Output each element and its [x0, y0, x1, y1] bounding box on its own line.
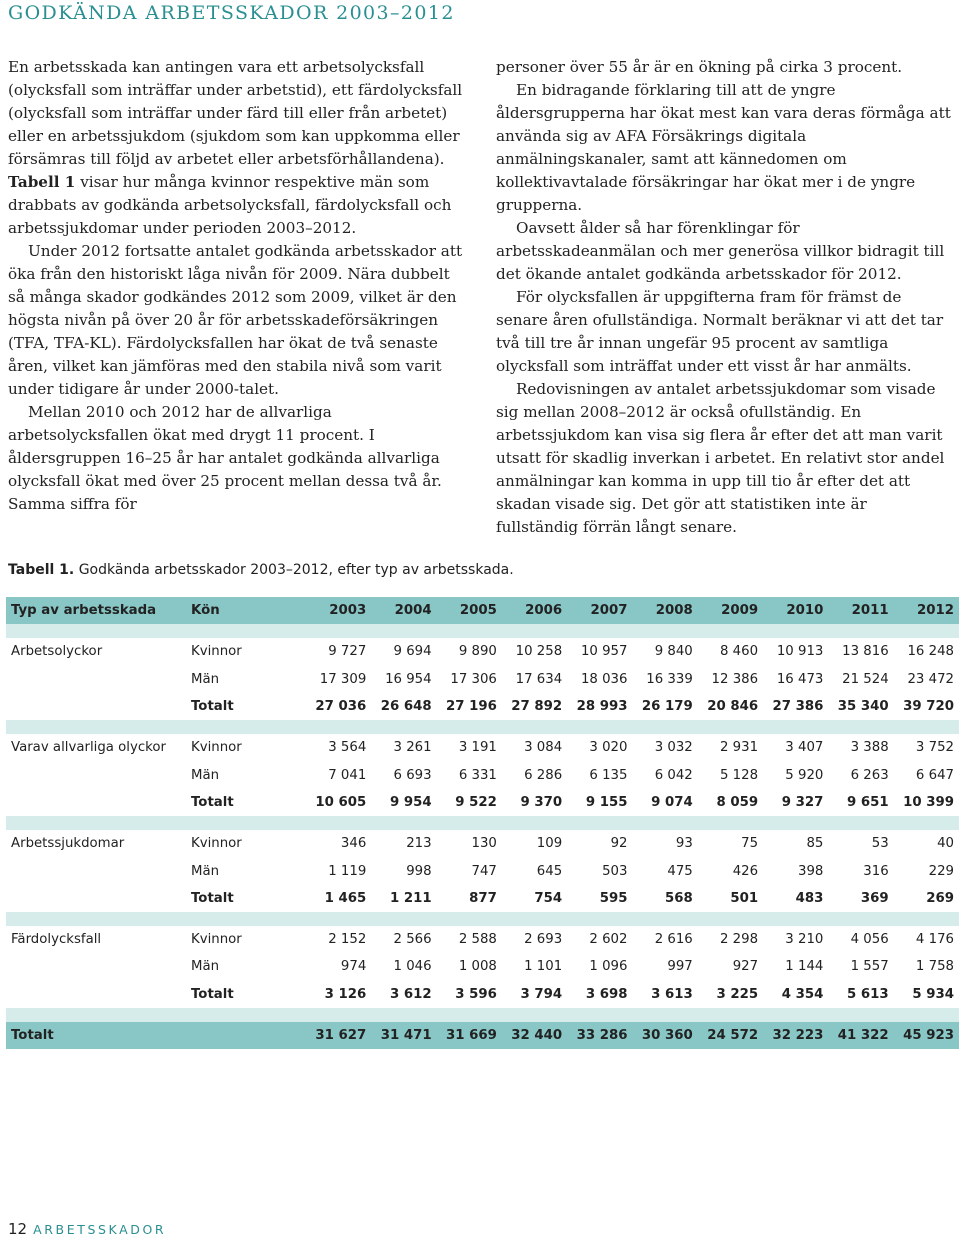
cell-kon: Totalt	[191, 986, 234, 1002]
cell-value: 3 225	[716, 986, 759, 1002]
body-column-left	[8, 56, 466, 516]
cell-value: 398	[797, 863, 824, 879]
cell-value: 3 191	[458, 740, 497, 756]
separator-band	[6, 1008, 959, 1022]
cell-value: 2 298	[720, 932, 759, 948]
cell-value: 3 596	[455, 986, 497, 1002]
cell-value: 316	[863, 863, 889, 879]
cell-value: 8 460	[720, 644, 759, 660]
cell-value: 16 248	[907, 644, 954, 660]
cell-value: 3 612	[389, 986, 432, 1002]
cell-value: 3 084	[524, 740, 563, 756]
grand-total-value: 45 923	[894, 1022, 959, 1049]
paragraph: Redovisningen av antalet arbetssjukdomar som visade sig mellan 2008–2012 är också ofullständig. En arbetssjukdom kan visa sig flera år efter det att man varit utsatt för skadlig inverkan i arbetet. En relativt stor andel anmälningar kan komma in upp till tio år efter det att skadan visade sig. Det gör att statistiken inte är fullständig förrän långt senare.	[496, 380, 945, 536]
table-row	[6, 926, 959, 953]
cell-value: 3 261	[393, 740, 432, 756]
cell-value: 595	[599, 890, 628, 906]
separator-cell	[6, 1008, 959, 1022]
cell-kon: Totalt	[191, 794, 234, 810]
cell-type: Arbetsolyckor	[11, 644, 103, 660]
cell-value: 3 388	[850, 740, 889, 756]
cell-type	[6, 953, 186, 980]
cell-value: 6 286	[524, 767, 563, 783]
cell-value: 27 892	[511, 699, 563, 715]
cell-value: 9 370	[520, 794, 563, 810]
cell-type	[6, 761, 186, 788]
table-row	[6, 830, 959, 857]
grand-total-value: 41 322	[828, 1022, 893, 1049]
column-header: 2010	[763, 597, 828, 624]
cell-value: 20 846	[707, 699, 759, 715]
cell-kon: Män	[191, 767, 220, 783]
cell-value: 927	[732, 959, 759, 975]
paragraph: För olycksfallen är uppgifterna fram för främst de senare åren ofullständiga. Normalt beräknar vi att det tar två till tre år innan ungefär 95 procent av samtliga olycksfall som inträffat under ett visst år har anmälts.	[496, 288, 944, 375]
cell-value: 10 258	[515, 644, 563, 660]
cell-value: 997	[667, 959, 693, 975]
cell-value: 1 211	[389, 890, 432, 906]
cell-value: 6 693	[393, 767, 432, 783]
cell-value: 346	[340, 836, 367, 852]
cell-value: 1 096	[589, 959, 628, 975]
paragraph: Under 2012 fortsatte antalet godkända arbetsskador att öka från den historiskt låga nivån för 2009. Nära dubbelt så många skador godkändes 2012 som 2009, vilket är den högsta nivån på över 20 år för arbetsskadeförsäkringen (TFA, TFA-KL). Färdolycksfallen har ökat de två senaste åren, vilket kan jämföras med den stabila nivå som varit under tidigare år under 2000-talet.	[8, 242, 463, 398]
cell-value: 2 602	[589, 932, 628, 948]
cell-type	[6, 885, 186, 912]
cell-value: 10 957	[580, 644, 628, 660]
cell-value: 93	[675, 836, 693, 852]
cell-value: 229	[928, 863, 954, 879]
column-header: 2004	[371, 597, 436, 624]
grand-total-value: 32 223	[763, 1022, 828, 1049]
cell-value: 369	[860, 890, 889, 906]
table-row-total	[6, 789, 959, 816]
cell-value: 6 042	[654, 767, 693, 783]
cell-value: 754	[534, 890, 563, 906]
cell-value: 9 522	[455, 794, 497, 810]
cell-value: 9 327	[781, 794, 824, 810]
cell-value: 2 693	[524, 932, 563, 948]
column-header: 2012	[894, 597, 959, 624]
cell-value: 27 036	[315, 699, 367, 715]
cell-value: 3 032	[654, 740, 693, 756]
cell-value: 17 309	[319, 671, 367, 687]
cell-value: 10 399	[903, 794, 954, 810]
table-row-total	[6, 885, 959, 912]
grand-total-value: 33 286	[567, 1022, 632, 1049]
cell-value: 1 758	[915, 959, 954, 975]
cell-value: 3 794	[520, 986, 563, 1002]
grand-total-value: 31 471	[371, 1022, 436, 1049]
separator-band	[6, 624, 959, 638]
cell-value: 92	[610, 836, 628, 852]
cell-value: 27 196	[446, 699, 497, 715]
body-column-right	[496, 56, 952, 539]
column-header: 2011	[828, 597, 893, 624]
cell-value: 9 840	[654, 644, 693, 660]
paragraph: personer över 55 år är en ökning på cirka 3 procent.	[496, 58, 903, 76]
table-row	[6, 761, 959, 788]
caption-label: Tabell 1.	[8, 562, 75, 578]
publication-name: ARBETSSKADOR	[33, 1222, 167, 1237]
cell-value: 2 566	[393, 932, 432, 948]
cell-value: 3 020	[589, 740, 628, 756]
column-header: 2009	[698, 597, 763, 624]
separator-cell	[6, 912, 959, 926]
separator-band	[6, 816, 959, 830]
table-row	[6, 666, 959, 693]
separator-band	[6, 912, 959, 926]
cell-value: 426	[732, 863, 759, 879]
cell-kon: Kvinnor	[191, 836, 242, 852]
cell-value: 1 144	[785, 959, 824, 975]
grand-total-value: 24 572	[698, 1022, 763, 1049]
cell-value: 5 613	[847, 986, 889, 1002]
cell-value: 75	[741, 836, 759, 852]
cell-value: 9 694	[393, 644, 432, 660]
table-row	[6, 953, 959, 980]
column-header: 2006	[502, 597, 567, 624]
cell-value: 9 074	[651, 794, 693, 810]
separator-band	[6, 720, 959, 734]
table-row	[6, 638, 959, 665]
cell-kon: Män	[191, 671, 220, 687]
separator-cell	[6, 624, 959, 638]
cell-value: 213	[406, 836, 432, 852]
page-footer	[8, 1219, 166, 1238]
section-heading: GODKÄNDA ARBETSSKADOR 2003–2012	[8, 2, 455, 24]
caption-text: Godkända arbetsskador 2003–2012, efter typ av arbetsskada.	[74, 562, 514, 578]
cell-value: 501	[730, 890, 759, 906]
cell-value: 53	[871, 836, 889, 852]
paragraph-text: En arbetsskada kan antingen vara ett arbetsolycksfall (olycksfall som inträffar under arbetstid), ett färdolycksfall (olycksfall som inträffar under färd till eller från arbetet) eller en arbetssjukdom (sjukdom som kan uppkomma eller försämras till följd av arbetet eller arbetsförhållandena).	[8, 58, 463, 168]
cell-value: 877	[469, 890, 497, 906]
cell-value: 2 152	[328, 932, 367, 948]
cell-value: 9 954	[389, 794, 432, 810]
separator-cell	[6, 720, 959, 734]
cell-value: 27 386	[772, 699, 824, 715]
cell-value: 16 473	[776, 671, 824, 687]
cell-value: 26 179	[641, 699, 693, 715]
cell-value: 18 036	[580, 671, 628, 687]
cell-value: 5 128	[720, 767, 759, 783]
cell-value: 568	[665, 890, 693, 906]
cell-value: 3 752	[915, 740, 954, 756]
table-reference: Tabell 1	[8, 173, 76, 191]
grand-total-value: 31 669	[437, 1022, 502, 1049]
table-caption	[8, 562, 514, 578]
cell-value: 4 354	[781, 986, 824, 1002]
grand-total-value: 30 360	[632, 1022, 697, 1049]
cell-value: 974	[340, 959, 367, 975]
cell-kon: Män	[191, 959, 220, 975]
cell-kon: Kvinnor	[191, 740, 242, 756]
column-header: Typ av arbetsskada	[6, 597, 186, 624]
cell-value: 9 155	[585, 794, 628, 810]
cell-value: 16 954	[385, 671, 432, 687]
cell-type	[6, 789, 186, 816]
cell-value: 9 727	[328, 644, 367, 660]
cell-value: 39 720	[903, 699, 954, 715]
column-header: 2003	[306, 597, 371, 624]
cell-value: 1 101	[524, 959, 563, 975]
cell-kon: Totalt	[191, 699, 234, 715]
column-header: 2007	[567, 597, 632, 624]
cell-kon: Kvinnor	[191, 644, 242, 660]
cell-type	[6, 693, 186, 720]
cell-value: 3 210	[785, 932, 824, 948]
cell-value: 2 931	[720, 740, 759, 756]
cell-value: 130	[471, 836, 497, 852]
cell-value: 40	[937, 836, 954, 852]
cell-type	[6, 857, 186, 884]
cell-kon: Kvinnor	[191, 932, 242, 948]
cell-value: 23 472	[907, 671, 954, 687]
column-header: Kön	[186, 597, 306, 624]
table-row-total	[6, 693, 959, 720]
cell-value: 1 008	[458, 959, 497, 975]
cell-value: 6 263	[850, 767, 889, 783]
cell-value: 7 041	[328, 767, 367, 783]
page-number: 12	[8, 1220, 28, 1238]
cell-value: 998	[406, 863, 432, 879]
cell-value: 9 890	[458, 644, 497, 660]
paragraph: Mellan 2010 och 2012 har de allvarliga arbetsolycksfallen ökat med drygt 11 procent. I åldersgruppen 16–25 år har antalet godkända allvarliga olycksfall ökat med över 25 procent mellan dessa två år. Samma siffra för	[8, 403, 442, 513]
cell-value: 5 934	[912, 986, 954, 1002]
column-header: 2005	[437, 597, 502, 624]
grand-total-row	[6, 1022, 959, 1049]
cell-value: 2 588	[458, 932, 497, 948]
cell-kon: Män	[191, 863, 220, 879]
cell-value: 3 613	[651, 986, 693, 1002]
cell-value: 17 634	[515, 671, 563, 687]
cell-value: 8 059	[716, 794, 759, 810]
cell-type	[6, 981, 186, 1008]
cell-value: 26 648	[380, 699, 432, 715]
cell-value: 645	[536, 863, 563, 879]
cell-value: 503	[602, 863, 628, 879]
paragraph: En bidragande förklaring till att de yngre åldersgrupperna har ökat mest kan vara deras förmåga att använda sig av AFA Försäkrings digitala anmälningskanaler, samt att kännedomen om kollektivavtalade försäkringar har ökat mer i de yngre grupperna.	[496, 81, 951, 214]
cell-value: 483	[795, 890, 824, 906]
cell-value: 13 816	[842, 644, 889, 660]
cell-value: 85	[806, 836, 824, 852]
cell-value: 1 465	[324, 890, 367, 906]
cell-value: 6 135	[589, 767, 628, 783]
table-row-total	[6, 981, 959, 1008]
cell-value: 6 331	[458, 767, 497, 783]
cell-type: Färdolycksfall	[11, 932, 102, 948]
cell-value: 3 564	[328, 740, 367, 756]
cell-type: Varav allvarliga olyckor	[11, 740, 166, 756]
cell-value: 17 306	[450, 671, 497, 687]
cell-value: 747	[471, 863, 497, 879]
arbetsskador-table	[6, 597, 959, 1049]
cell-value: 475	[667, 863, 693, 879]
paragraph: Oavsett ålder så har förenklingar för arbetsskadeanmälan och mer generösa villkor bidragit till det ökande antalet godkända arbetsskador för 2012.	[496, 219, 945, 283]
cell-value: 21 524	[842, 671, 889, 687]
table-header-row	[6, 597, 959, 624]
cell-value: 1 046	[393, 959, 432, 975]
column-header: 2008	[632, 597, 697, 624]
cell-value: 5 920	[785, 767, 824, 783]
table-row	[6, 857, 959, 884]
grand-total-value: 31 627	[306, 1022, 371, 1049]
cell-value: 10 913	[776, 644, 824, 660]
cell-value: 10 605	[315, 794, 367, 810]
cell-kon: Totalt	[191, 890, 234, 906]
cell-value: 12 386	[711, 671, 759, 687]
cell-value: 3 698	[585, 986, 628, 1002]
cell-value: 9 651	[847, 794, 889, 810]
cell-type	[6, 666, 186, 693]
paragraph	[8, 56, 466, 240]
cell-value: 269	[926, 890, 954, 906]
cell-type: Arbetssjukdomar	[11, 836, 125, 852]
grand-total-label: Totalt	[6, 1022, 186, 1049]
cell-value: 4 176	[915, 932, 954, 948]
cell-value: 6 647	[915, 767, 954, 783]
cell-value: 28 993	[576, 699, 628, 715]
cell-value: 2 616	[654, 932, 693, 948]
cell-empty	[186, 1022, 306, 1049]
paragraph-text: visar hur många kvinnor respektive män som drabbats av godkända arbetsolycksfall, färdolycksfall och arbetssjukdomar under perioden 2003–2012.	[8, 173, 452, 237]
cell-value: 1 119	[328, 863, 367, 879]
cell-value: 16 339	[646, 671, 693, 687]
cell-value: 3 126	[324, 986, 367, 1002]
cell-value: 109	[536, 836, 563, 852]
cell-value: 3 407	[785, 740, 824, 756]
cell-value: 35 340	[837, 699, 889, 715]
cell-value: 4 056	[850, 932, 889, 948]
cell-value: 1 557	[850, 959, 889, 975]
grand-total-value: 32 440	[502, 1022, 567, 1049]
table-body	[6, 624, 959, 1049]
separator-cell	[6, 816, 959, 830]
table-row	[6, 734, 959, 761]
